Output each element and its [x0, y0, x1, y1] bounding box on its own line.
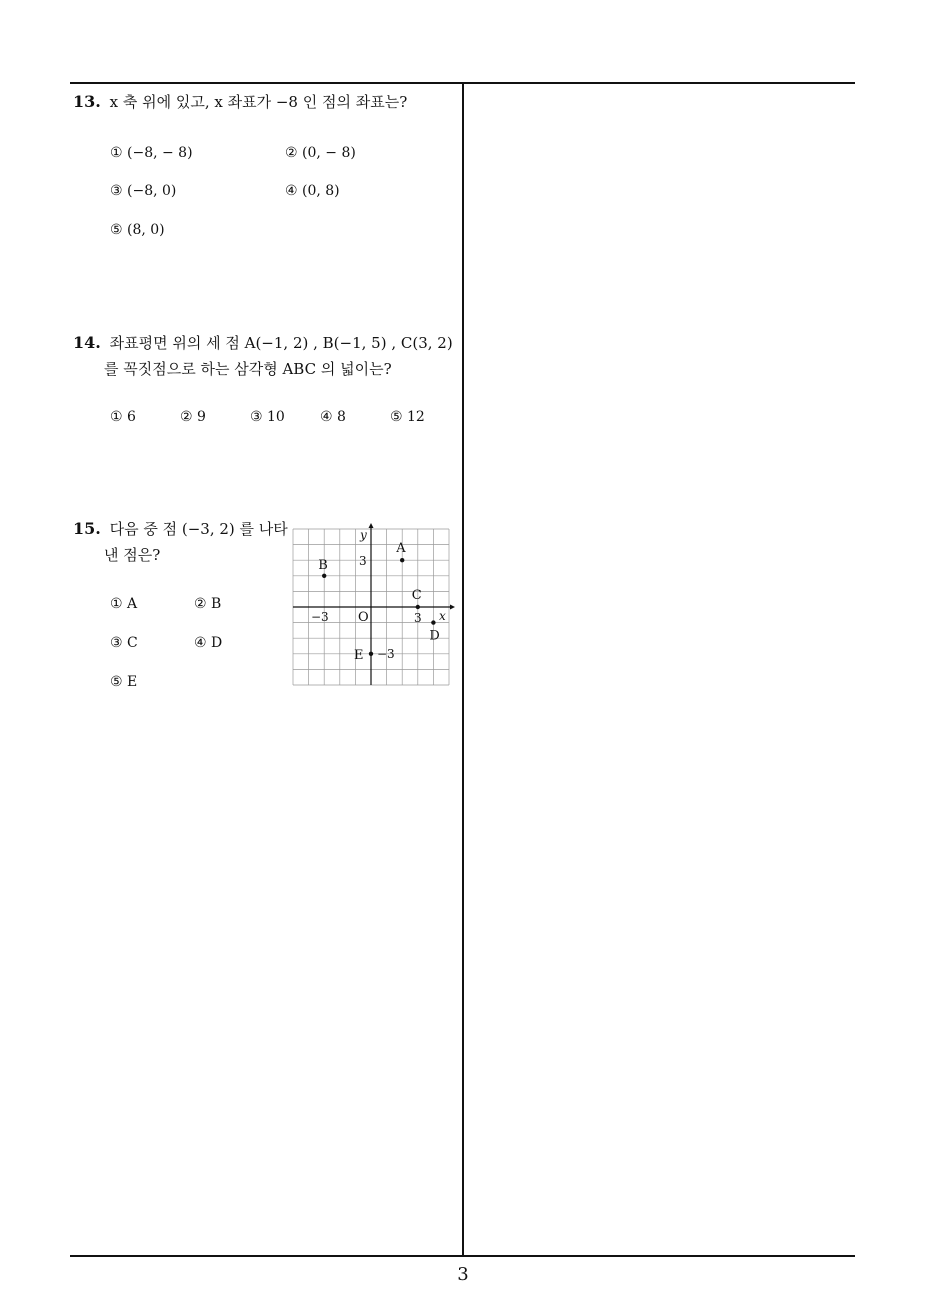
question-text-line-1: 좌표평면 위의 세 점 A(−1, 2) , B(−1, 5) , C(3, 2) — [109, 334, 453, 352]
point-label-D: D — [429, 628, 440, 644]
tick-label-x-3: 3 — [414, 611, 422, 625]
option-4[interactable]: ④ (0, 8) — [285, 183, 340, 199]
page-number: 3 — [457, 1264, 469, 1285]
option-2[interactable]: ② B — [194, 596, 222, 612]
question-number: 13. — [73, 92, 101, 111]
point-label-E: E — [354, 647, 364, 663]
question-13-stem — [73, 89, 407, 115]
question-15-stem-line-2: 낸 점은? — [104, 546, 161, 564]
question-text: x 축 위에 있고, x 좌표가 −8 인 점의 좌표는? — [109, 93, 408, 111]
plotted-points — [318, 541, 440, 663]
point-D — [431, 620, 435, 624]
tick-label-y-3: 3 — [359, 554, 367, 568]
question-14-stem — [73, 330, 453, 356]
option-5[interactable]: ⑤ (8, 0) — [110, 222, 165, 238]
tick-label-x-neg3: −3 — [311, 610, 329, 624]
point-label-B: B — [318, 557, 328, 573]
question-15-stem — [73, 516, 288, 542]
y-axis-label: y — [360, 528, 367, 542]
point-label-A: A — [396, 541, 406, 557]
option-3[interactable]: ③ 10 — [250, 409, 285, 425]
y-axis-arrow — [369, 523, 374, 528]
option-3[interactable]: ③ (−8, 0) — [110, 183, 177, 199]
option-4[interactable]: ④ 8 — [320, 409, 346, 425]
point-C — [416, 605, 420, 609]
origin-label: O — [358, 610, 369, 625]
option-5[interactable]: ⑤ E — [110, 674, 138, 690]
option-1[interactable]: ① (−8, − 8) — [110, 145, 193, 161]
option-2[interactable]: ② 9 — [180, 409, 206, 425]
point-B — [322, 574, 326, 578]
x-axis-label: x — [439, 609, 446, 623]
coordinate-plane — [288, 524, 458, 694]
question-14-stem-line-2: 를 꼭짓점으로 하는 삼각형 ABC 의 넓이는? — [104, 360, 392, 378]
point-E — [369, 652, 373, 656]
point-A — [400, 558, 404, 562]
option-2[interactable]: ② (0, − 8) — [285, 145, 356, 161]
option-5[interactable]: ⑤ 12 — [390, 409, 425, 425]
option-3[interactable]: ③ C — [110, 635, 138, 651]
column-divider — [462, 82, 464, 1257]
option-1[interactable]: ① A — [110, 596, 138, 612]
option-1[interactable]: ① 6 — [110, 409, 136, 425]
option-4[interactable]: ④ D — [194, 635, 223, 651]
x-axis-arrow — [450, 605, 455, 610]
point-label-C: C — [411, 588, 422, 603]
question-text-line-1: 다음 중 점 (−3, 2) 를 나타 — [109, 520, 288, 538]
tick-label-y-neg3: −3 — [377, 647, 395, 661]
question-number: 15. — [73, 519, 101, 538]
question-number: 14. — [73, 333, 101, 352]
